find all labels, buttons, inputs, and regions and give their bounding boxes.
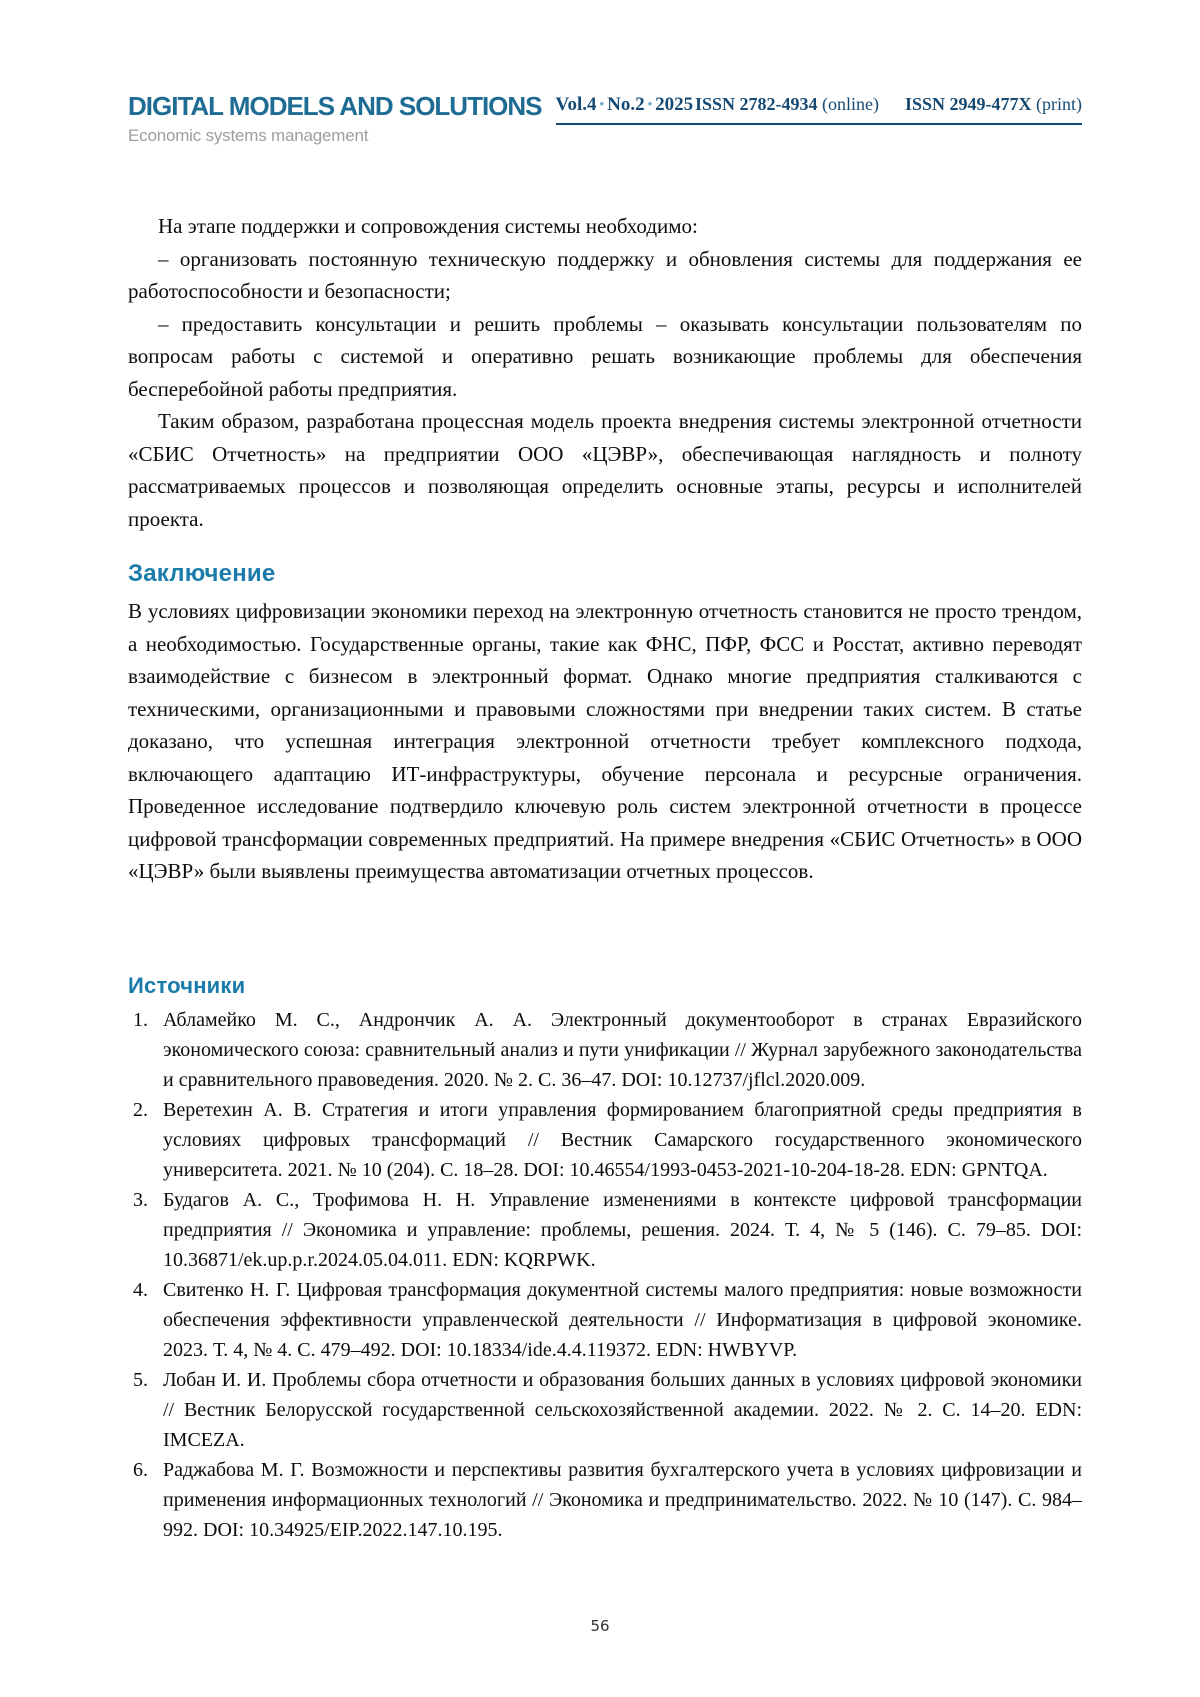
reference-number: 1.	[133, 1009, 148, 1031]
page-header	[128, 93, 1082, 146]
reference-item	[128, 1275, 1082, 1365]
body-paragraph: Таким образом, разработана процессная модель проекта внедрения системы электронной отчетности «СБИС Отчетность» на предприятии ООО «ЦЭВР», обеспечивающая наглядность и полноту рассматриваемых процессов и позволяющая определить основные этапы, ресурсы и исполнителей проекта.	[128, 409, 1082, 531]
reference-text: Лобан И. И. Проблемы сбора отчетности и образования больших данных в условиях цифровой экономики // Вестник Белорусской государственной сельскохозяйственной академии. 2022. № 2. С. 14–20. EDN: IMCEZA.	[163, 1369, 1082, 1451]
body-paragraph: На этапе поддержки и сопровождения системы необходимо:	[158, 214, 698, 238]
reference-text: Абламейко М. С., Андрончик А. А. Электронный документооборот в странах Евразийского экономического союза: сравнительный анализ и пути унификации // Журнал зарубежного законодательства и сравнительного правоведения. 2020. № 2. С. 36–47. DOI: 10.12737/jflcl.2020.009.	[163, 1009, 1082, 1091]
conclusion-heading: Заключение	[128, 560, 276, 587]
reference-number: 5.	[133, 1369, 148, 1391]
volume-label: Vol.4	[555, 94, 597, 115]
journal-subtitle: Economic systems management	[128, 126, 369, 145]
reference-item	[128, 1365, 1082, 1455]
issn-online-label: (online)	[822, 94, 879, 114]
page-number: 56	[590, 1617, 610, 1635]
reference-text: Раджабова М. Г. Возможности и перспективы развития бухгалтерского учета в условиях цифровизации и применения информационных технологий // Экономика и предпринимательство. 2022. № 10 (147). С. 984–992. DOI: 10.34925/EIP.2022.147.10.195.	[163, 1459, 1082, 1541]
reference-item	[128, 1185, 1082, 1275]
issue-label: No.2	[607, 94, 645, 115]
issn-print-label: (print)	[1036, 94, 1082, 114]
reference-item	[128, 1455, 1082, 1545]
reference-number: 4.	[133, 1279, 148, 1301]
conclusion-paragraph: В условиях цифровизации экономики переход на электронную отчетность становится не просто трендом, а необходимостью. Государственные органы, такие как ФНС, ПФР, ФСС и Росстат, активно переводят взаимодействие с бизнесом в электронный формат. Однако многие предприятия сталкиваются с техническими, организационными и правовыми сложностями при внедрении таких систем. В статье доказано, что успешная интеграция электронной отчетности требует комплексного подхода, включающего адаптацию ИТ-инфраструктуры, обучение персонала и ресурсные ограничения. Проведенное исследование подтвердило ключевую роль систем электронной отчетности в процессе цифровой трансформации современных предприятий. На примере внедрения «СБИС Отчетность» в ООО «ЦЭВР» были выявлены преимущества автоматизации отчетных процессов.	[128, 599, 1082, 883]
sources-heading: Источники	[128, 972, 246, 998]
reference-number: 3.	[133, 1189, 148, 1211]
journal-title: DIGITAL MODELS AND SOLUTIONS	[128, 91, 542, 121]
reference-text: Свитенко Н. Г. Цифровая трансформация документной системы малого предприятия: новые возможности обеспечения эффективности управленческой деятельности // Информатизация в цифровой экономике. 2023. Т. 4, № 4. С. 479–492. DOI: 10.18334/ide.4.4.119372. EDN: HWBYVP.	[163, 1279, 1082, 1361]
volume-info	[556, 94, 694, 116]
article-body	[128, 210, 1082, 1545]
body-paragraph-dash-item: – предоставить консультации и решить проблемы – оказывать консультации пользователям по вопросам работы с системой и оперативно решать возникающие проблемы для обеспечения бесперебойной работы предприятия.	[128, 311, 1082, 401]
header-rule-block	[556, 94, 1082, 125]
reference-text: Будагов А. С., Трофимова Н. Н. Управление изменениями в контексте цифровой трансформации предприятия // Экономика и управление: проблемы, решения. 2024. Т. 4, № 5 (146). С. 79–85. DOI: 10.36871/ek.up.p.r.2024.05.04.011. EDN: KQRPWK.	[163, 1189, 1082, 1271]
reference-number: 2.	[133, 1099, 148, 1121]
year-label: 2025	[655, 94, 694, 115]
dot-separator: •	[599, 96, 605, 111]
reference-number: 6.	[133, 1459, 148, 1481]
journal-brand	[128, 93, 542, 146]
dot-separator: •	[647, 96, 653, 111]
body-paragraph-dash-item: – организовать постоянную техническую поддержку и обновления системы для поддержания ее работоспособности и безопасности;	[128, 246, 1082, 303]
issn-online-number: ISSN 2782-4934	[694, 94, 818, 114]
issn-print-number: ISSN 2949-477X	[904, 94, 1032, 114]
references-list	[128, 1005, 1082, 1545]
reference-item	[128, 1095, 1082, 1185]
reference-item	[128, 1005, 1082, 1095]
reference-text: Веретехин А. В. Стратегия и итоги управления формированием благоприятной среды предприятия в условиях цифровых трансформаций // Вестник Самарского государственного экономического университета. 2021. № 10 (204). С. 18–28. DOI: 10.46554/1993-0453-2021-10-204-18-28. EDN: GPNTQA.	[163, 1099, 1082, 1181]
issn-block	[695, 94, 1082, 115]
